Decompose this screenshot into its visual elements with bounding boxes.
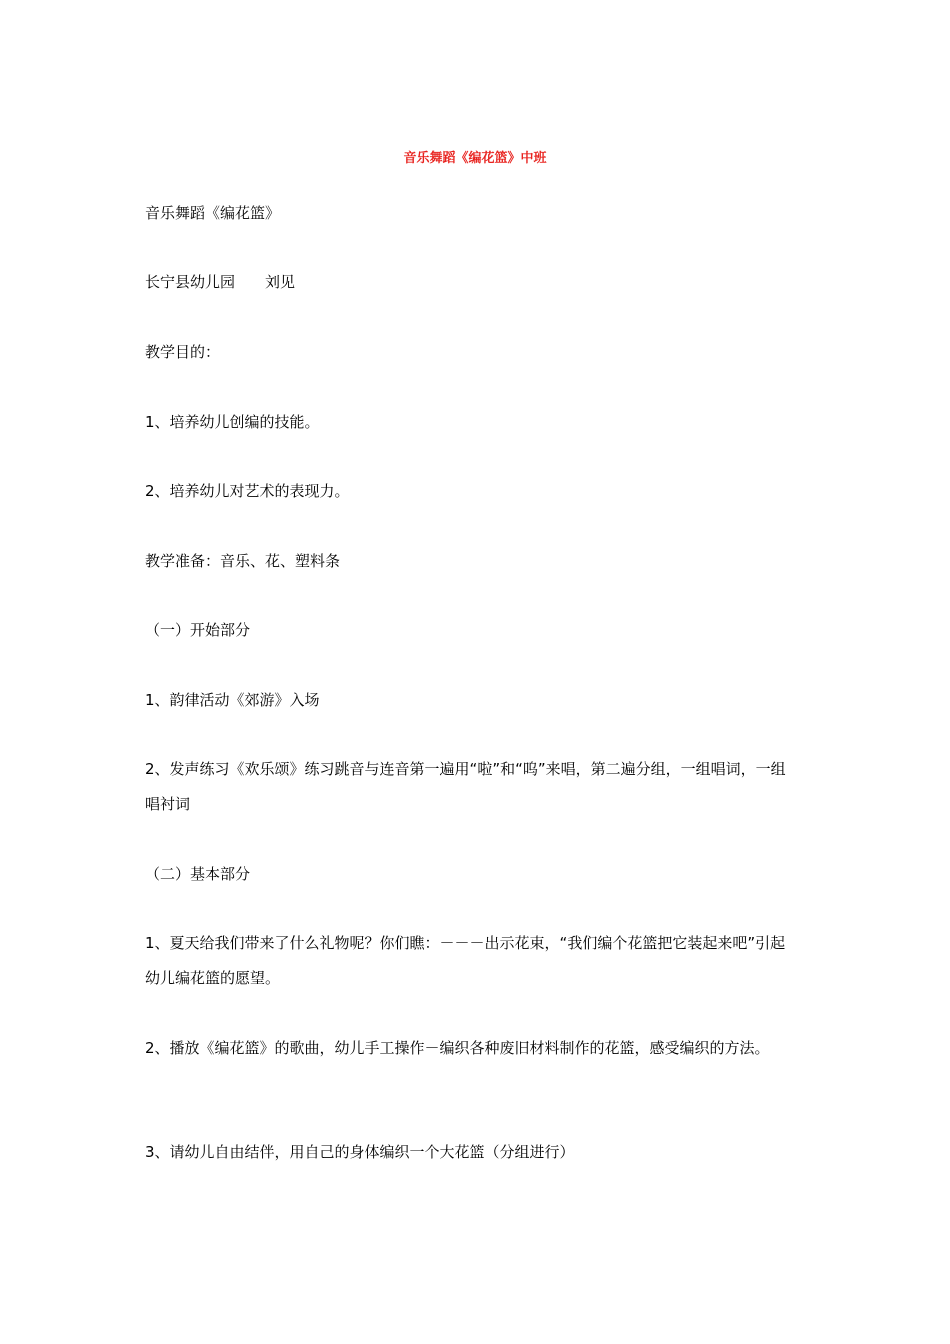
paragraph-section-2-item-3: 3、请幼儿自由结伴，用自己的身体编织一个大花篮（分组进行） — [145, 1143, 575, 1161]
paragraph-objective-2: 2、培养幼儿对艺术的表现力。 — [145, 482, 350, 500]
paragraph-objectives-heading: 教学目的： — [145, 343, 221, 361]
paragraph-section-2-heading: （二）基本部分 — [145, 865, 251, 883]
paragraph-section-2-item-2: 2、播放《编花篮》的歌曲，幼儿手工操作－编织各种废旧材料制作的花篮，感受编织的方法。 — [145, 1039, 770, 1057]
document-title: 音乐舞蹈《编花篮》中班 — [403, 151, 547, 166]
paragraph-section-1-item-2: 2、发声练习《欢乐颂》练习跳音与连音第一遍用“啦”和“呜”来唱，第二遍分组，一组唱词，一组唱衬词 — [145, 760, 786, 813]
paragraph-author: 长宁县幼儿园 刘见 — [145, 273, 296, 291]
paragraph-preparation: 教学准备：音乐、花、塑料条 — [145, 552, 341, 570]
paragraph-section-1-item-1: 1、韵律活动《郊游》入场 — [145, 691, 320, 709]
paragraph-lesson-name: 音乐舞蹈《编花篮》 — [145, 204, 281, 222]
paragraph-section-2-item-1: 1、夏天给我们带来了什么礼物呢？你们瞧：－－－出示花束，“我们编个花篮把它装起来吧”引起幼儿编花篮的愿望。 — [145, 934, 786, 987]
paragraph-objective-1: 1、培养幼儿创编的技能。 — [145, 413, 320, 431]
paragraph-section-1-heading: （一）开始部分 — [145, 621, 251, 639]
